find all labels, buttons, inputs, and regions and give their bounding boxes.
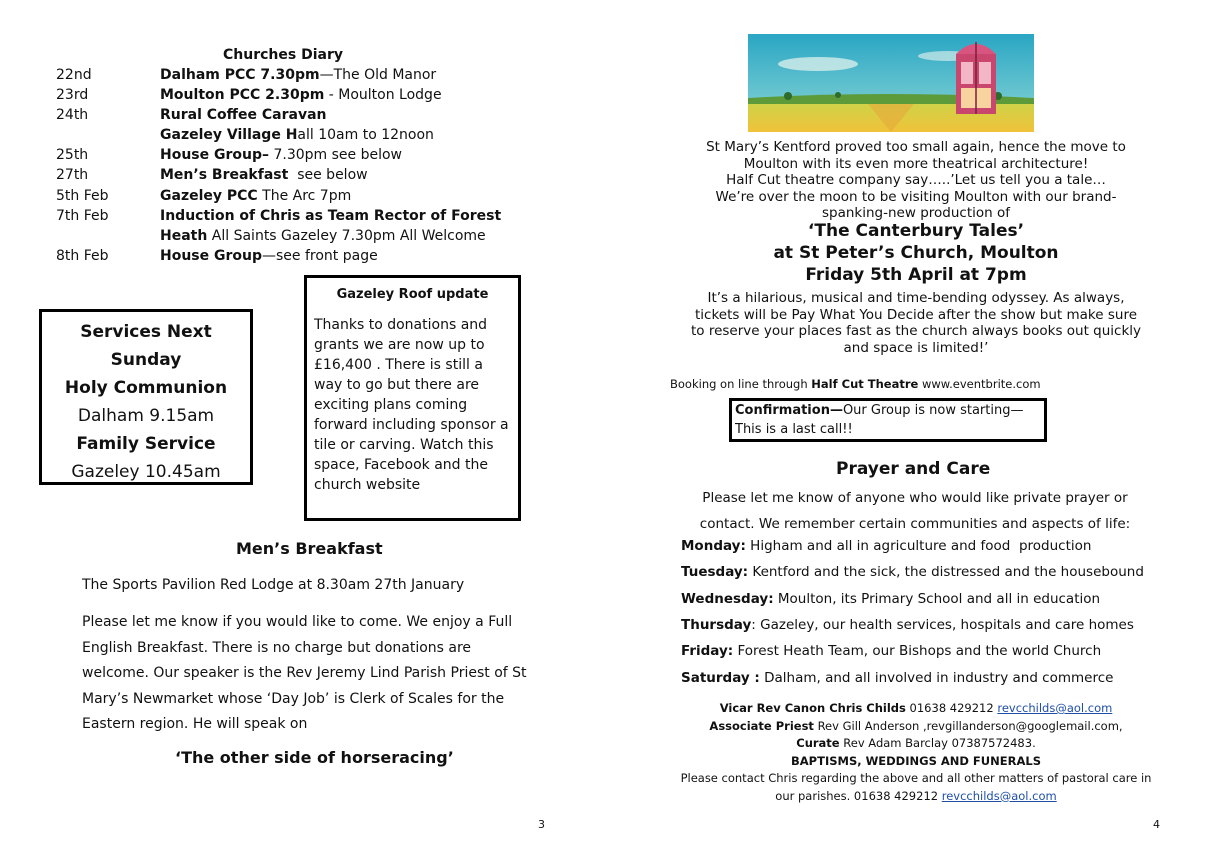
diary-event-title: Induction of Chris as Team Rector of Forest: [160, 208, 502, 224]
diary-event-title: House Group–: [160, 147, 270, 163]
roof-update-text: Thanks to donations and grants we are now up to £16,400 . There is still a way to go but there are exciting plans coming forward including sponsor a tile or carving. Watch this space, Facebook and the church website: [314, 317, 509, 493]
diary-date: 23rd: [56, 87, 89, 103]
diary-date: 8th Feb: [56, 248, 109, 264]
curate-text: Rev Adam Barclay 07387572483.: [839, 736, 1036, 750]
diary-event-title: Gazeley Village H: [160, 127, 298, 143]
prayer-care-heading: Prayer and Care: [836, 459, 991, 479]
intro-line: We’re over the moon to be visiting Moulton with our brand-: [715, 188, 1117, 205]
service-2-name: Family Service: [76, 434, 216, 454]
mens-breakfast-venue: The Sports Pavilion Red Lodge at 8.30am 27th January: [82, 577, 465, 593]
diary-event-title: Moulton PCC 2.30pm: [160, 87, 325, 103]
service-2-time: Gazeley 10.45am: [71, 462, 221, 482]
diary-event: [160, 87, 442, 103]
diary-event-detail: —see front page: [262, 248, 378, 264]
contacts-block: [668, 700, 1164, 805]
curate-label: Curate: [796, 736, 840, 750]
diary-date: 7th Feb: [56, 208, 109, 224]
diary-date: 24th: [56, 107, 89, 123]
service-1-name: Holy Communion: [64, 378, 228, 398]
intro-line: St Mary’s Kentford proved too small again, hence the move to: [706, 139, 1126, 155]
diary-event: [160, 188, 351, 204]
vicar-phone: 01638 429212: [905, 701, 998, 715]
confirmation-line-1: Our Group is now starting—: [842, 403, 1024, 418]
diary-event-title: Dalham PCC 7.30pm: [160, 67, 320, 83]
diary-date: 22nd: [56, 67, 92, 83]
prayer-day-text: Kentford and the sick, the distressed and the housebound: [748, 564, 1144, 580]
confirmation-label: Confirmation—: [735, 403, 843, 418]
intro-line: Half Cut theatre company say…..’Let us tell you a tale…: [726, 172, 1106, 188]
mens-breakfast-text: Please let me know if you would like to come. We enjoy a Full English Breakfast. There is no charge but donations are welcome. Our speaker is the Rev Jeremy Lind Parish Priest of St Mary’s Newmarket whose ‘Day Job’ is Clerk of Scales for the Eastern region. He will speak on: [82, 614, 527, 732]
diary-event: [160, 67, 436, 83]
diary-event-title: House Group: [160, 248, 263, 264]
diary-event: [160, 208, 501, 224]
desc-line: It’s a hilarious, musical and time-bending odyssey. As always,: [707, 290, 1125, 306]
prayer-day: Wednesday:: [681, 591, 774, 607]
confirmation-box: [729, 398, 1047, 442]
prayer-day-row: [681, 538, 1091, 554]
prayer-intro-line-1: Please let me know of anyone who would like private prayer or: [702, 490, 1128, 506]
diary-event-detail: all 10am to 12noon: [297, 127, 434, 143]
church-window-icon: [956, 42, 996, 114]
diary-date: 5th Feb: [56, 188, 109, 204]
vicar-label: Vicar Rev Canon Chris Childs: [719, 701, 906, 715]
prayer-day-text: Forest Heath Team, our Bishops and the world Church: [733, 643, 1102, 659]
production-title: [668, 220, 1164, 286]
diary-event-detail: All Saints Gazeley 7.30pm All Welcome: [207, 228, 486, 244]
service-1-time: Dalham 9.15am: [77, 406, 215, 426]
theatre-banner-image: [748, 34, 1034, 132]
production-description: [668, 290, 1164, 356]
intro-line: spanking-new production of: [822, 205, 1010, 221]
prayer-day: Thursday: [681, 617, 752, 633]
roof-update-box: [304, 275, 521, 521]
desc-line: tickets will be Pay What You Decide after the show but make sure: [695, 306, 1137, 323]
diary-event: [160, 248, 378, 264]
prayer-day: Tuesday:: [681, 564, 749, 580]
diary-date: 25th: [56, 147, 89, 163]
kentford-intro: [668, 139, 1164, 222]
booking-line: [670, 377, 1041, 391]
page-number-right: 4: [1153, 818, 1160, 831]
prayer-day-row: [681, 564, 1144, 580]
diary-event-title: Rural Coffee Caravan: [160, 107, 327, 123]
diary-event-title: Men’s Breakfast: [160, 167, 289, 183]
confirmation-line-2: This is a last call!!: [735, 422, 853, 437]
baptisms-heading: BAPTISMS, WEDDINGS AND FUNERALS: [791, 753, 1041, 768]
desc-line: and space is limited!’: [843, 339, 989, 356]
talk-title: ‘The other side of horseracing’: [175, 748, 454, 767]
prayer-day: Monday:: [681, 538, 746, 554]
diary-event: [160, 147, 402, 163]
services-heading: Services Next Sunday: [80, 322, 212, 370]
booking-company: Half Cut Theatre: [811, 377, 919, 391]
associate-text: Rev Gill Anderson ,revgillanderson@googlemail.com,: [813, 718, 1123, 733]
booking-site: www.eventbrite.com: [918, 377, 1041, 391]
services-box: [39, 309, 253, 485]
prayer-day-row: [681, 643, 1101, 659]
production-venue: at St Peter’s Church, Moulton: [773, 243, 1059, 263]
vicar-email-link[interactable]: revcchilds@aol.com: [997, 701, 1113, 715]
prayer-day-row: [681, 617, 1134, 633]
diary-event: [160, 127, 434, 143]
associate-label: Associate Priest: [709, 718, 814, 733]
prayer-day-row: [681, 591, 1100, 607]
mens-breakfast-heading: Men’s Breakfast: [236, 539, 383, 558]
diary-title: Churches Diary: [223, 47, 343, 63]
diary-event-detail: 7.30pm see below: [269, 147, 402, 163]
intro-line: Moulton with its even more theatrical architecture!: [743, 155, 1089, 172]
prayer-day-text: Dalham, and all involved in industry and commerce: [759, 670, 1114, 686]
prayer-day: Friday:: [681, 643, 734, 659]
diary-event-detail: see below: [288, 167, 368, 183]
roof-update-title: Gazeley Roof update: [336, 287, 489, 302]
prayer-day-text: Moulton, its Primary School and all in education: [773, 591, 1101, 607]
diary-event-title: Gazeley PCC: [160, 188, 258, 204]
diary-event-detail: The Arc 7pm: [257, 188, 352, 204]
production-name: ‘The Canterbury Tales’: [807, 221, 1025, 241]
desc-line: to reserve your places fast as the church always books out quickly: [690, 323, 1142, 339]
page-number-left: 3: [538, 818, 545, 831]
prayer-day-row: [681, 670, 1113, 686]
diary-event: [160, 107, 326, 123]
production-date: Friday 5th April at 7pm: [805, 265, 1027, 285]
diary-event-title: Heath: [160, 228, 208, 244]
diary-date: 27th: [56, 167, 89, 183]
diary-event: [160, 167, 368, 183]
prayer-day-text: Higham and all in agriculture and food production: [745, 538, 1092, 554]
prayer-day-text: : Gazeley, our health services, hospitals and care homes: [751, 617, 1134, 633]
parishes-text: our parishes. 01638 429212: [775, 788, 942, 803]
prayer-intro-line-2: contact. We remember certain communities and aspects of life:: [699, 516, 1131, 532]
prayer-intro: [680, 485, 1150, 537]
contact-line: Please contact Chris regarding the above and all other matters of pastoral care in: [680, 771, 1152, 785]
diary-event-detail: - Moulton Lodge: [324, 87, 442, 103]
booking-prefix: Booking on line through: [670, 377, 812, 391]
prayer-day: Saturday :: [681, 670, 760, 686]
diary-event-detail: —The Old Manor: [319, 67, 437, 83]
contact-email-link[interactable]: revcchilds@aol.com: [941, 788, 1057, 803]
diary-event: [160, 228, 486, 244]
